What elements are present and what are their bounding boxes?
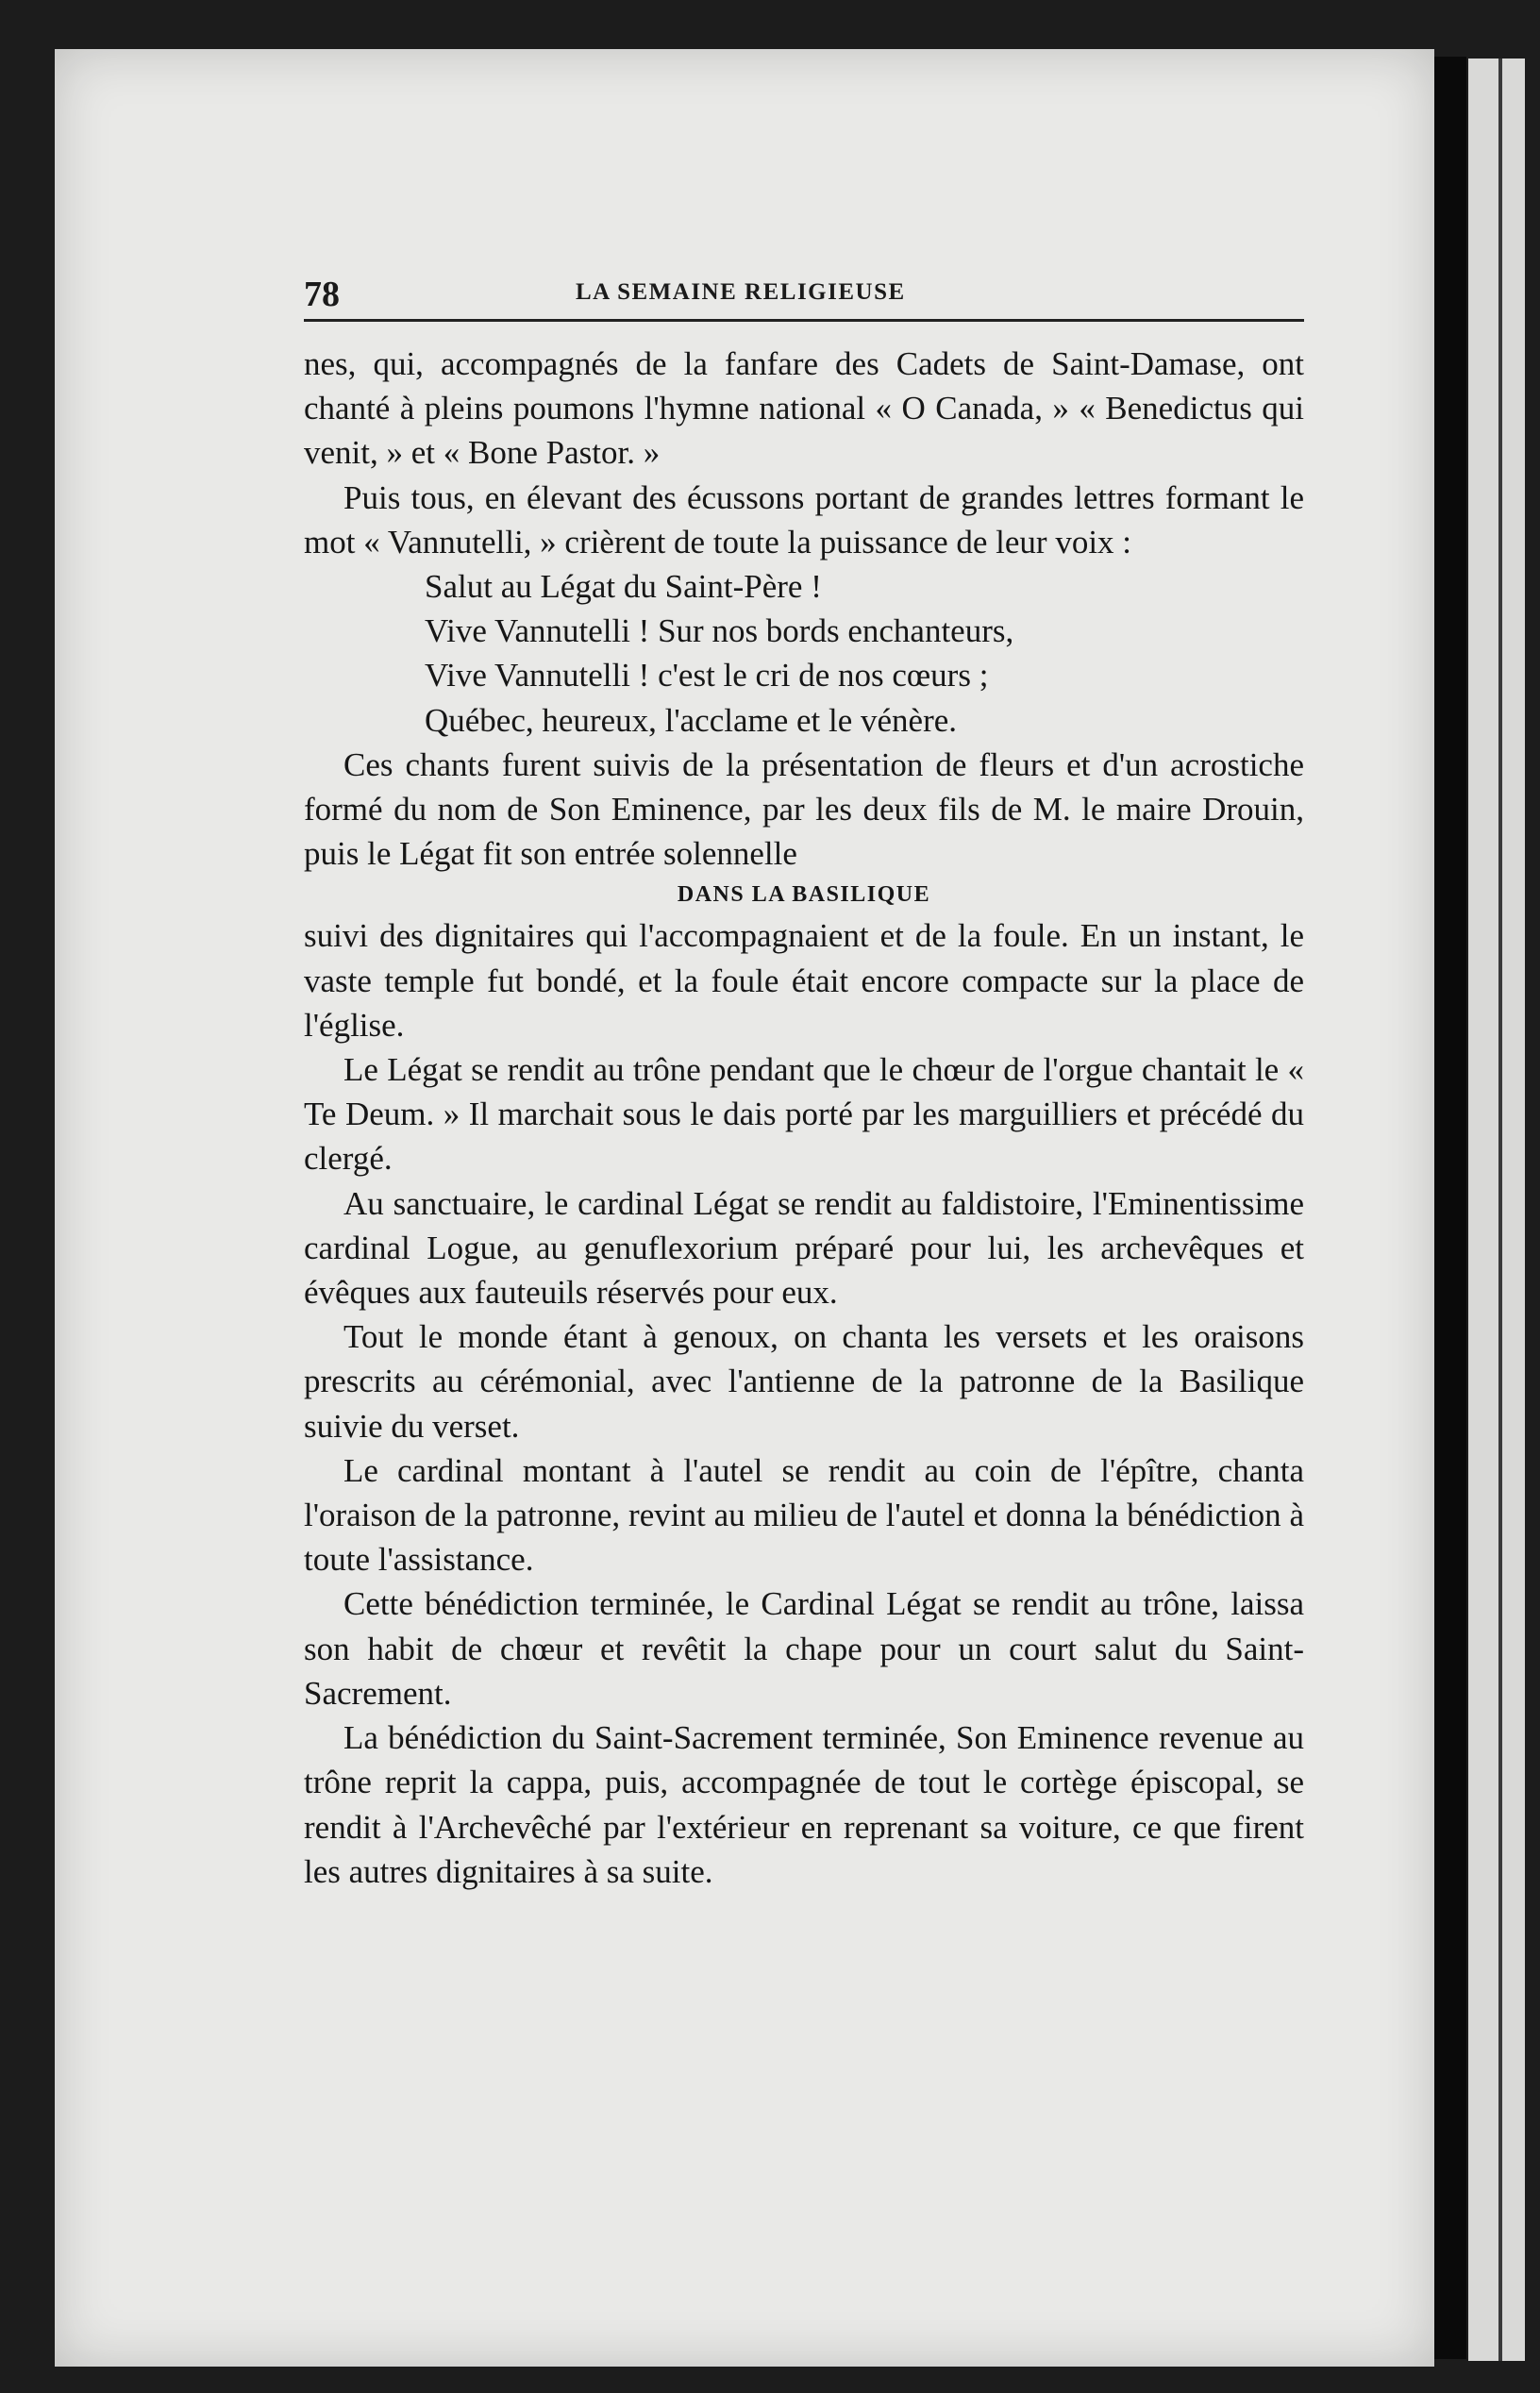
paragraph-2: Puis tous, en élevant des écussons portant de grandes lettres formant le mot « Vannutelli, » crièrent de toute la puissance de leur voix : (304, 478, 1304, 561)
paragraph-6: Au sanctuaire, le cardinal Légat se rendit au faldistoire, l'Eminentissime cardinal Logue, au genuflexorium préparé pour lui, les archevêques et évêques aux fauteuils réservés pour eux. (304, 1184, 1304, 1312)
paragraph-4: suivi des dignitaires qui l'accompagnaient et de la foule. En un instant, le vaste temple fut bondé, et la foule était encore compacte sur la place de l'église. (304, 917, 1304, 1044)
running-head: LA SEMAINE RELIGIEUSE (576, 279, 906, 305)
verse-line-2: Vive Vannutelli ! Sur nos bords enchanteurs, (425, 612, 1014, 650)
verse-line-1: Salut au Légat du Saint-Père ! (425, 568, 822, 606)
paragraph-8: Le cardinal montant à l'autel se rendit au coin de l'épître, chanta l'oraison de la patronne, revint au milieu de l'autel et donna la bénédiction à toute l'assistance. (304, 1451, 1304, 1579)
page-header (304, 274, 1304, 321)
paragraph-9: Cette bénédiction terminée, le Cardinal Légat se rendit au trône, laissa son habit de chœur et revêtit la chape pour un court salut du Saint-Sacrement. (304, 1585, 1304, 1712)
paragraph-10: La bénédiction du Saint-Sacrement terminée, Son Eminence revenue au trône reprit la cappa, puis, accompagnée de tout le cortège épiscopal, se rendit à l'Archevêché par l'extérieur en reprenant sa voiture, ce que firent les autres dignitaires à sa suite. (304, 1719, 1304, 1890)
verse-line-3: Vive Vannutelli ! c'est le cri de nos cœurs ; (425, 657, 989, 694)
page-number: 78 (304, 275, 340, 314)
body-text (304, 342, 1304, 1894)
facing-page-edge-line (1498, 59, 1502, 2361)
verse-line-4: Québec, heureux, l'acclame et le vénère. (425, 701, 958, 739)
paragraph-5: Le Légat se rendit au trône pendant que le chœur de l'orgue chantait le « Te Deum. » Il marchait sous le dais porté par les marguilliers et précédé du clergé. (304, 1051, 1304, 1178)
header-rule (304, 319, 1304, 322)
paragraph-1: nes, qui, accompagnés de la fanfare des Cadets de Saint-Damase, ont chanté à pleins poumons l'hymne national « O Canada, » « Benedictus qui venit, » et « Bone Pastor. » (304, 345, 1304, 472)
paragraph-3: Ces chants furent suivis de la présentation de fleurs et d'un acrostiche formé du nom de Son Eminence, par les deux fils de M. le maire Drouin, puis le Légat fit son entrée solennelle (304, 745, 1304, 873)
page-gutter-shadow (1434, 57, 1466, 2359)
paragraph-7: Tout le monde étant à genoux, on chanta les versets et les oraisons prescrits au cérémonial, avec l'antienne de la patronne de la Basilique suivie du verset. (304, 1318, 1304, 1445)
section-title: DANS LA BASILIQUE (677, 882, 931, 908)
facing-page-edge (1468, 59, 1525, 2361)
